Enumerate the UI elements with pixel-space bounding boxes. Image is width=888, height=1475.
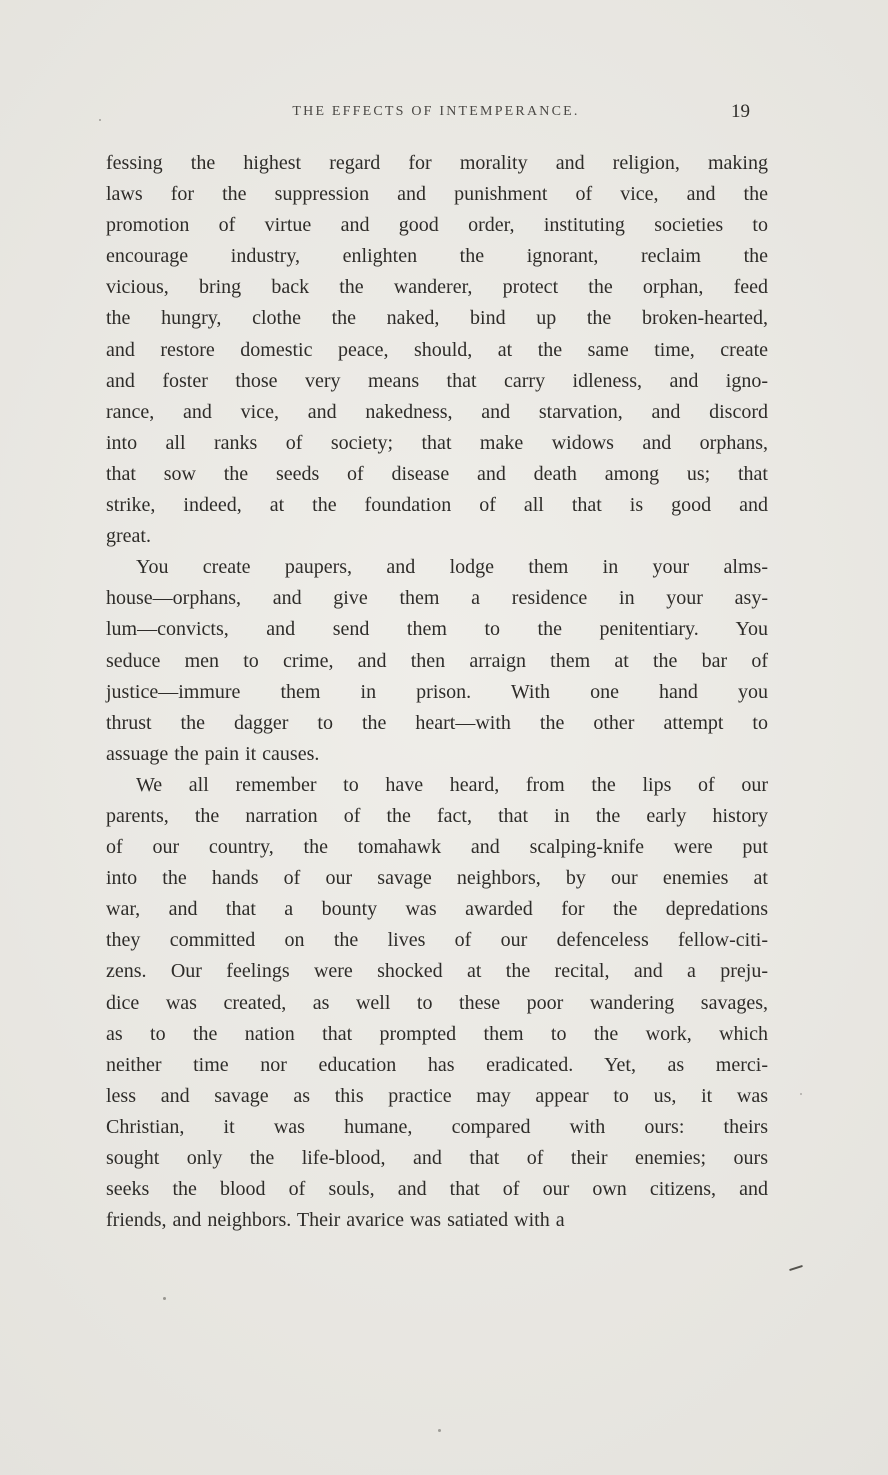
text-line: and foster those very means that carry idleness, and igno- (106, 369, 768, 392)
text-line: parents, the narration of the fact, that in the early history (106, 804, 768, 827)
text-line: into the hands of our savage neighbors, by our enemies at (106, 867, 768, 890)
text-line: laws for the suppression and punishment of vice, and the (106, 183, 768, 206)
text-line: friends, and neighbors. Their avarice was satiated with a (106, 1209, 565, 1232)
paragraph (106, 552, 768, 770)
text-line: the hungry, clothe the naked, bind up the broken-hearted, (106, 307, 768, 330)
text-line: promotion of virtue and good order, instituting societies to (106, 214, 768, 237)
running-title: THE EFFECTS OF INTEMPERANCE. (292, 104, 580, 119)
text-line: lum—convicts, and send them to the penitentiary. You (106, 618, 768, 641)
text-line: strike, indeed, at the foundation of all that is good and (106, 494, 768, 517)
scan-artifact-dot (163, 1297, 166, 1300)
text-line: and restore domestic peace, should, at the same time, create (106, 338, 768, 361)
paragraph (106, 770, 768, 1236)
page-header (106, 101, 766, 130)
text-line: seeks the blood of souls, and that of our own citizens, and (106, 1178, 768, 1201)
text-line: they committed on the lives of our defenceless fellow-citi- (106, 929, 768, 952)
text-line: less and savage as this practice may appear to us, it was (106, 1084, 768, 1107)
text-line: seduce men to crime, and then arraign them at the bar of (106, 649, 768, 672)
text-line: of our country, the tomahawk and scalping-knife were put (106, 836, 768, 859)
text-line: vicious, bring back the wanderer, protect the orphan, feed (106, 276, 768, 299)
text-line: fessing the highest regard for morality and religion, making (106, 152, 768, 174)
paragraph (106, 148, 768, 552)
text-line: great. (106, 525, 151, 548)
text-line: as to the nation that prompted them to the work, which (106, 1022, 768, 1045)
text-line: sought only the life-blood, and that of their enemies; ours (106, 1147, 768, 1169)
text-line: justice—immure them in prison. With one hand you (106, 680, 768, 703)
text-line: house—orphans, and give them a residence in your asy- (106, 587, 768, 610)
page-body (106, 148, 768, 1236)
scan-artifact-dash (789, 1265, 803, 1271)
text-line: neither time nor education has eradicated. Yet, as merci- (106, 1053, 768, 1076)
text-line: Christian, it was humane, compared with ours: theirs (106, 1115, 768, 1138)
scan-artifact-dot (438, 1429, 441, 1432)
text-line: encourage industry, enlighten the ignorant, reclaim the (106, 245, 768, 268)
scan-artifact-dot (99, 119, 101, 121)
text-line: You create paupers, and lodge them in your alms- (136, 556, 768, 579)
text-line: that sow the seeds of disease and death among us; that (106, 462, 768, 485)
text-line: war, and that a bounty was awarded for the depredations (106, 898, 768, 921)
text-line: assuage the pain it causes. (106, 742, 320, 765)
text-line: zens. Our feelings were shocked at the recital, and a preju- (106, 960, 768, 983)
text-line: thrust the dagger to the heart—with the other attempt to (106, 711, 768, 734)
text-line: rance, and vice, and nakedness, and starvation, and discord (106, 400, 768, 423)
scan-artifact-dot (800, 1093, 802, 1095)
page-number: 19 (731, 101, 750, 122)
text-line: into all ranks of society; that make widows and orphans, (106, 431, 768, 454)
text-line: dice was created, as well to these poor wandering savages, (106, 991, 768, 1014)
text-line: We all remember to have heard, from the lips of our (136, 773, 768, 796)
